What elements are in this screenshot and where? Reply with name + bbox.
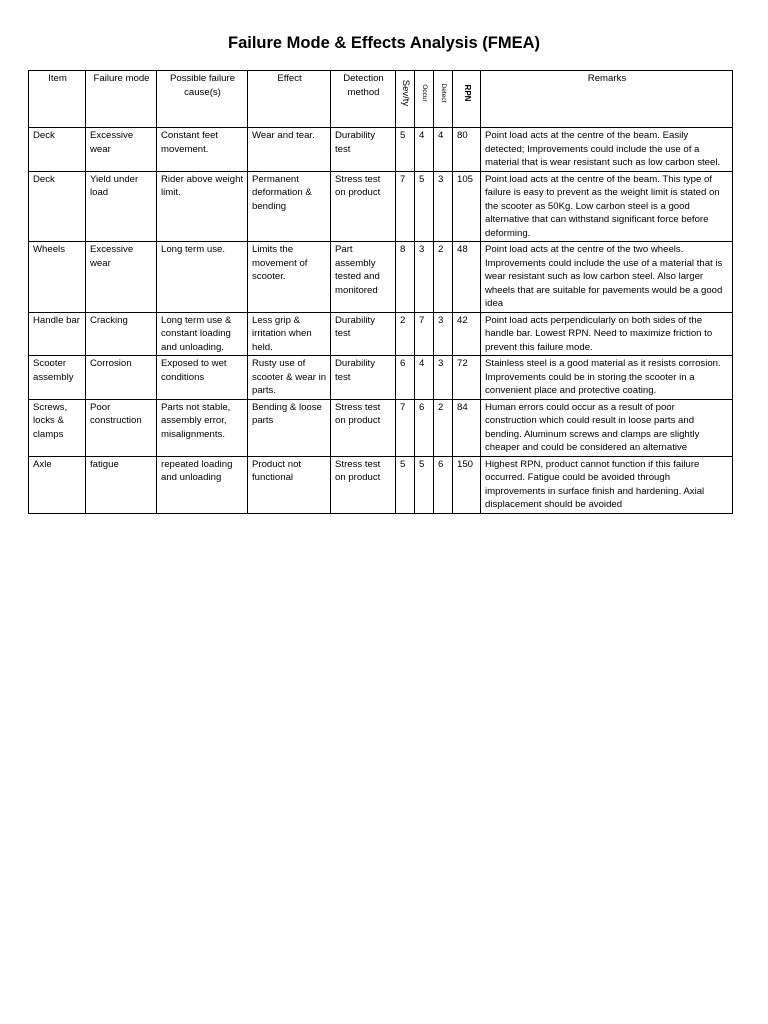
header-occurrence-label: Occur bbox=[420, 84, 428, 102]
cell-rpn: 48 bbox=[453, 242, 481, 313]
cell-occurrence: 3 bbox=[415, 242, 434, 313]
header-detectability bbox=[434, 71, 453, 128]
header-detectability-label: Detect bbox=[439, 83, 447, 103]
cell-detection: Part assembly tested and monitored bbox=[331, 242, 396, 313]
cell-failure-mode: Yield under load bbox=[86, 171, 157, 242]
cell-item: Axle bbox=[29, 456, 86, 513]
cell-detection: Durability test bbox=[331, 128, 396, 172]
cell-failure-mode: Excessive wear bbox=[86, 242, 157, 313]
cell-occurrence: 7 bbox=[415, 312, 434, 356]
cell-failure-mode: Cracking bbox=[86, 312, 157, 356]
header-remarks: Remarks bbox=[481, 71, 733, 128]
cell-cause: Parts not stable, assembly error, misalignments. bbox=[157, 399, 248, 456]
cell-cause: Exposed to wet conditions bbox=[157, 356, 248, 400]
header-severity bbox=[396, 71, 415, 128]
cell-remarks: Point load acts at the centre of the beam. Easily detected; Improvements could include the use of a material that is wear resistant such as low carbon steel. bbox=[481, 128, 733, 172]
cell-severity: 5 bbox=[396, 456, 415, 513]
header-occurrence bbox=[415, 71, 434, 128]
cell-effect: Bending & loose parts bbox=[248, 399, 331, 456]
cell-severity: 2 bbox=[396, 312, 415, 356]
cell-remarks: Highest RPN, product cannot function if this failure occurred. Fatigue could be avoided through improvements in surface finish and hardening. Axial displacement should be avoided bbox=[481, 456, 733, 513]
cell-occurrence: 4 bbox=[415, 356, 434, 400]
cell-rpn: 150 bbox=[453, 456, 481, 513]
cell-cause: Constant feet movement. bbox=[157, 128, 248, 172]
cell-failure-mode: fatigue bbox=[86, 456, 157, 513]
cell-remarks: Human errors could occur as a result of poor construction which could result in loose parts and bending. Aluminum screws and clamps are slightly cheaper and could be considered an alternative bbox=[481, 399, 733, 456]
fmea-table bbox=[28, 70, 733, 514]
cell-severity: 7 bbox=[396, 171, 415, 242]
header-cause: Possible failure cause(s) bbox=[157, 71, 248, 128]
cell-severity: 6 bbox=[396, 356, 415, 400]
cell-detectability: 3 bbox=[434, 356, 453, 400]
cell-effect: Wear and tear. bbox=[248, 128, 331, 172]
cell-effect: Rusty use of scooter & wear in parts. bbox=[248, 356, 331, 400]
cell-rpn: 84 bbox=[453, 399, 481, 456]
header-severity-label: Sev/ty bbox=[399, 79, 411, 107]
cell-remarks: Stainless steel is a good material as it resists corrosion. Improvements could be in storing the scooter in a convenient place and protective coating. bbox=[481, 356, 733, 400]
cell-cause: Long term use & constant loading and unloading. bbox=[157, 312, 248, 356]
cell-item: Handle bar bbox=[29, 312, 86, 356]
cell-detectability: 4 bbox=[434, 128, 453, 172]
cell-item: Deck bbox=[29, 128, 86, 172]
table-row bbox=[29, 456, 733, 513]
cell-detectability: 3 bbox=[434, 171, 453, 242]
cell-effect: Limits the movement of scooter. bbox=[248, 242, 331, 313]
cell-occurrence: 5 bbox=[415, 171, 434, 242]
header-item: Item bbox=[29, 71, 86, 128]
cell-detectability: 6 bbox=[434, 456, 453, 513]
header-detection: Detection method bbox=[331, 71, 396, 128]
cell-severity: 8 bbox=[396, 242, 415, 313]
header-rpn bbox=[453, 71, 481, 128]
table-row bbox=[29, 356, 733, 400]
cell-remarks: Point load acts perpendicularly on both sides of the handle bar. Lowest RPN. Need to maximize friction to prevent this failure mode. bbox=[481, 312, 733, 356]
cell-detection: Stress test on product bbox=[331, 456, 396, 513]
cell-failure-mode: Excessive wear bbox=[86, 128, 157, 172]
cell-rpn: 72 bbox=[453, 356, 481, 400]
cell-detection: Durability test bbox=[331, 356, 396, 400]
cell-rpn: 80 bbox=[453, 128, 481, 172]
cell-rpn: 42 bbox=[453, 312, 481, 356]
cell-failure-mode: Poor construction bbox=[86, 399, 157, 456]
cell-effect: Product not functional bbox=[248, 456, 331, 513]
cell-severity: 7 bbox=[396, 399, 415, 456]
cell-detectability: 2 bbox=[434, 399, 453, 456]
header-effect: Effect bbox=[248, 71, 331, 128]
cell-occurrence: 4 bbox=[415, 128, 434, 172]
cell-cause: Rider above weight limit. bbox=[157, 171, 248, 242]
cell-detection: Stress test on product bbox=[331, 399, 396, 456]
table-row bbox=[29, 242, 733, 313]
cell-effect: Less grip & irritation when held. bbox=[248, 312, 331, 356]
cell-detectability: 3 bbox=[434, 312, 453, 356]
cell-cause: Long term use. bbox=[157, 242, 248, 313]
cell-item: Deck bbox=[29, 171, 86, 242]
cell-failure-mode: Corrosion bbox=[86, 356, 157, 400]
cell-occurrence: 5 bbox=[415, 456, 434, 513]
cell-detectability: 2 bbox=[434, 242, 453, 313]
cell-severity: 5 bbox=[396, 128, 415, 172]
cell-detection: Stress test on product bbox=[331, 171, 396, 242]
header-row bbox=[29, 71, 733, 128]
page-title: Failure Mode & Effects Analysis (FMEA) bbox=[227, 34, 541, 52]
table-row bbox=[29, 399, 733, 456]
table-row bbox=[29, 171, 733, 242]
header-rpn-label: RPN bbox=[462, 84, 472, 102]
table-row bbox=[29, 128, 733, 172]
header-failure-mode: Failure mode bbox=[86, 71, 157, 128]
cell-effect: Permanent deformation & bending bbox=[248, 171, 331, 242]
cell-item: Screws, locks & clamps bbox=[29, 399, 86, 456]
cell-item: Wheels bbox=[29, 242, 86, 313]
cell-rpn: 105 bbox=[453, 171, 481, 242]
cell-cause: repeated loading and unloading bbox=[157, 456, 248, 513]
table-row bbox=[29, 312, 733, 356]
cell-occurrence: 6 bbox=[415, 399, 434, 456]
cell-remarks: Point load acts at the centre of the beam. This type of failure is easy to prevent as the weight limit is stated on the scooter as 50Kg. Low carbon steel is a good alternative that can withstand significant force before deforming. bbox=[481, 171, 733, 242]
cell-remarks: Point load acts at the centre of the two wheels. Improvements could include the use of a material that is wear resistant such as low carbon steel. Also larger wheels that are suitable for pavements would be a good idea bbox=[481, 242, 733, 313]
cell-item: Scooter assembly bbox=[29, 356, 86, 400]
cell-detection: Durability test bbox=[331, 312, 396, 356]
